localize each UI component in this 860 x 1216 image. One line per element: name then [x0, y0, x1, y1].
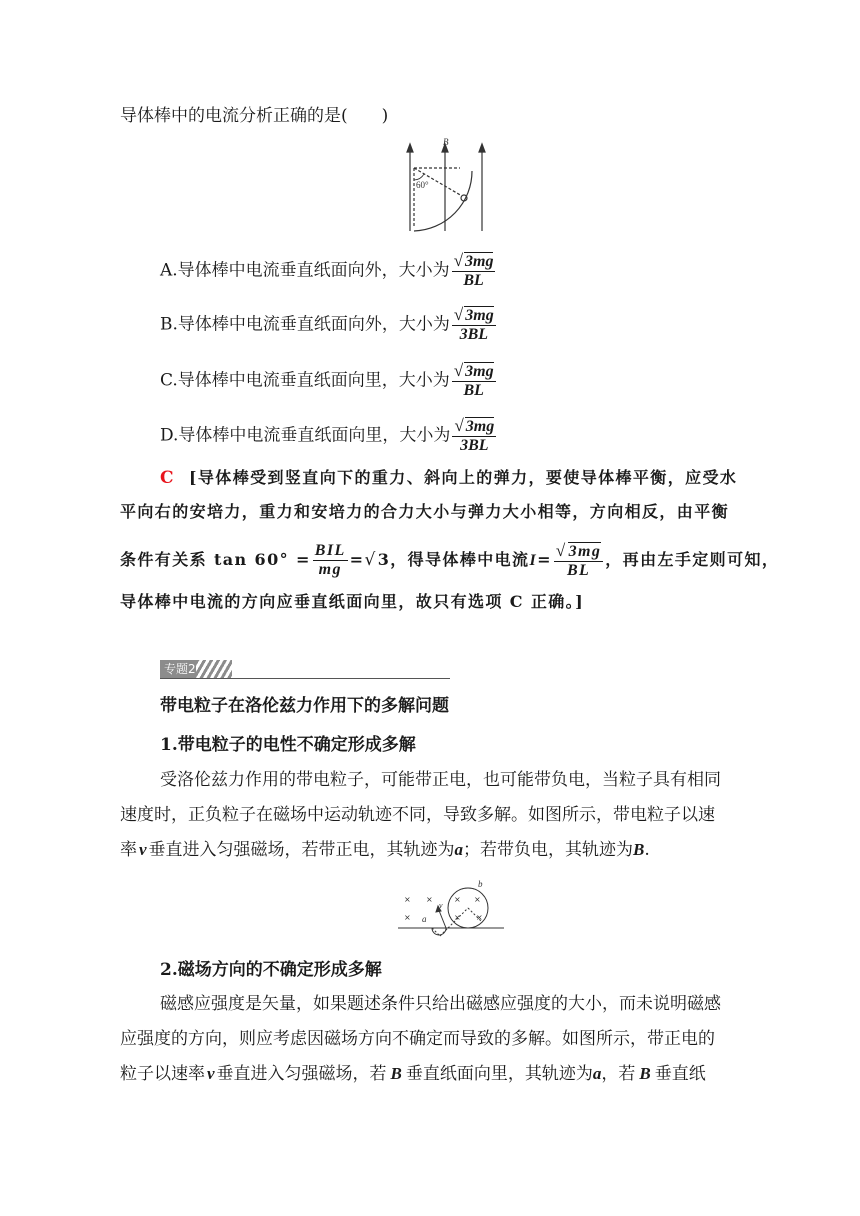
option-a	[160, 252, 497, 290]
answer-text-1: [导体棒受到竖直向下的重力、斜向上的弹力，要使导体棒平衡，应受水	[188, 468, 738, 487]
question-stem: 导体棒中的电流分析正确的是( )	[120, 106, 389, 126]
option-d-denominator: 3BL	[460, 437, 489, 454]
answer-text-3b: 3，得导体棒中电流	[377, 550, 530, 569]
option-b	[160, 306, 498, 344]
svg-text:×: ×	[454, 895, 461, 904]
answer-line-3: 条件有关系 tan 60° = $\frac{\text{BIL}}{mg}$ =√3，得导体棒中电流I= √ 3mg BL ，再由左手定则可知，	[120, 540, 780, 579]
section-1-title: 1.带电粒子的电性不确定形成多解	[160, 735, 416, 755]
section-2-paragraph-line-1: 磁感应强度是矢量，如果题述条件只给出磁感应强度的大小，而未说明磁感	[160, 994, 721, 1014]
option-a-denominator: BL	[463, 272, 484, 289]
sec2-var-v: v	[207, 1064, 215, 1083]
option-a-fraction: √ 3mg BL	[453, 251, 494, 289]
figure-rod-in-groove	[400, 136, 495, 236]
topic-tag: 专题2	[160, 660, 232, 678]
answer-line-1	[160, 466, 737, 490]
sec2-var-B1: B	[390, 1064, 402, 1083]
answer-line-4: 导体棒中电流的方向应垂直纸面向里，故只有选项 C 正确。]	[120, 592, 585, 611]
sec1-p3-text-c: ；若带负电，其轨迹为	[463, 840, 634, 860]
answer-text-3c: ，再由左手定则可知，	[605, 550, 780, 569]
svg-text:×: ×	[454, 913, 461, 922]
topic-title: 带电粒子在洛伦兹力作用下的多解问题	[160, 696, 449, 716]
option-c-numerator: 3mg	[465, 363, 494, 380]
topic-tag-stripes	[196, 660, 232, 678]
option-d-fraction: √ 3mg 3BL	[454, 416, 495, 454]
figure1-angle-label: 60°	[416, 180, 429, 190]
figure2-a-label: a	[422, 914, 427, 924]
svg-text:×: ×	[426, 895, 433, 904]
sec1-p3-text-b: 垂直进入匀强磁场，若带正电，其轨迹为	[148, 840, 455, 860]
section-1-paragraph-line-2: 速度时，正负粒子在磁场中运动轨迹不同，导致多解。如图所示，带电粒子以速	[120, 805, 715, 825]
option-b-fraction: √ 3mg 3BL	[453, 305, 494, 343]
sec2-var-B2: B	[639, 1064, 651, 1083]
answer-line-2: 平向右的安培力，重力和安培力的合力大小与弹力大小相等，方向相反，由平衡	[120, 502, 730, 521]
option-c-denominator: BL	[463, 382, 484, 399]
option-c-fraction: √ 3mg BL	[453, 361, 494, 399]
sec1-var-v: v	[139, 840, 147, 859]
answer-fraction-2-den: BL	[566, 561, 591, 579]
sec1-var-a: a	[454, 840, 464, 859]
figure-particle-trajectories	[396, 876, 506, 946]
sec1-var-B: B	[633, 840, 645, 859]
answer-text-3a: 条件有关系 tan 60°	[120, 550, 289, 569]
sec1-p3-text-d: .	[644, 840, 650, 860]
svg-text:×: ×	[404, 913, 411, 922]
sec2-p3-text-d: ，若	[601, 1064, 636, 1084]
topic-divider	[160, 678, 450, 679]
section-1-paragraph-line-1: 受洛伦兹力作用的带电粒子，可能带正电，也可能带负电，当粒子具有相同	[160, 770, 721, 790]
sec2-p3-text-c: 垂直纸面向里，其轨迹为	[405, 1064, 593, 1084]
option-d-text: D.导体棒中电流垂直纸面向里，大小为	[160, 425, 451, 446]
section-2-paragraph-line-2: 应强度的方向，则应考虑因磁场方向不确定而导致的多解。如图所示，带正电的	[120, 1029, 715, 1049]
section-2-title: 2.磁场方向的不确定形成多解	[160, 960, 382, 980]
option-a-text: A.导体棒中电流垂直纸面向外，大小为	[160, 260, 450, 281]
option-b-text: B.导体棒中电流垂直纸面向外，大小为	[160, 314, 450, 335]
option-c-text: C.导体棒中电流垂直纸面向里，大小为	[160, 370, 450, 391]
answer-fraction-1	[313, 542, 348, 579]
section-1-paragraph-line-3	[120, 838, 650, 862]
figure2-b-label: b	[478, 879, 483, 889]
answer-fraction-1-den: mg	[318, 561, 342, 578]
svg-text:×: ×	[476, 913, 483, 922]
svg-text:×: ×	[404, 895, 411, 904]
option-b-numerator: 3mg	[465, 307, 494, 324]
answer-letter: C	[160, 468, 175, 488]
option-c	[160, 362, 498, 400]
section-2-paragraph-line-3	[120, 1062, 706, 1086]
option-d-numerator: 3mg	[465, 418, 495, 435]
sec2-p3-text-b: 垂直进入匀强磁场，若	[216, 1064, 387, 1084]
option-b-denominator: 3BL	[459, 326, 489, 343]
sec1-p3-text-a: 率	[120, 840, 137, 860]
sec2-p3-text-e: 垂直纸	[654, 1064, 706, 1084]
answer-fraction-2: √ 3mg BL	[555, 540, 602, 579]
answer-fraction-2-num: 3mg	[568, 542, 602, 560]
option-a-numerator: 3mg	[465, 253, 494, 270]
figure1-b-label: B	[443, 137, 449, 147]
answer-fraction-1-num: BIL	[314, 542, 346, 559]
answer-I-var: I	[529, 552, 538, 569]
svg-text:×: ×	[474, 895, 481, 904]
figure2-v-label: v	[439, 901, 443, 910]
sec2-var-a: a	[592, 1064, 602, 1083]
sec2-p3-text-a: 粒子以速率	[120, 1064, 205, 1084]
option-d	[160, 417, 498, 455]
